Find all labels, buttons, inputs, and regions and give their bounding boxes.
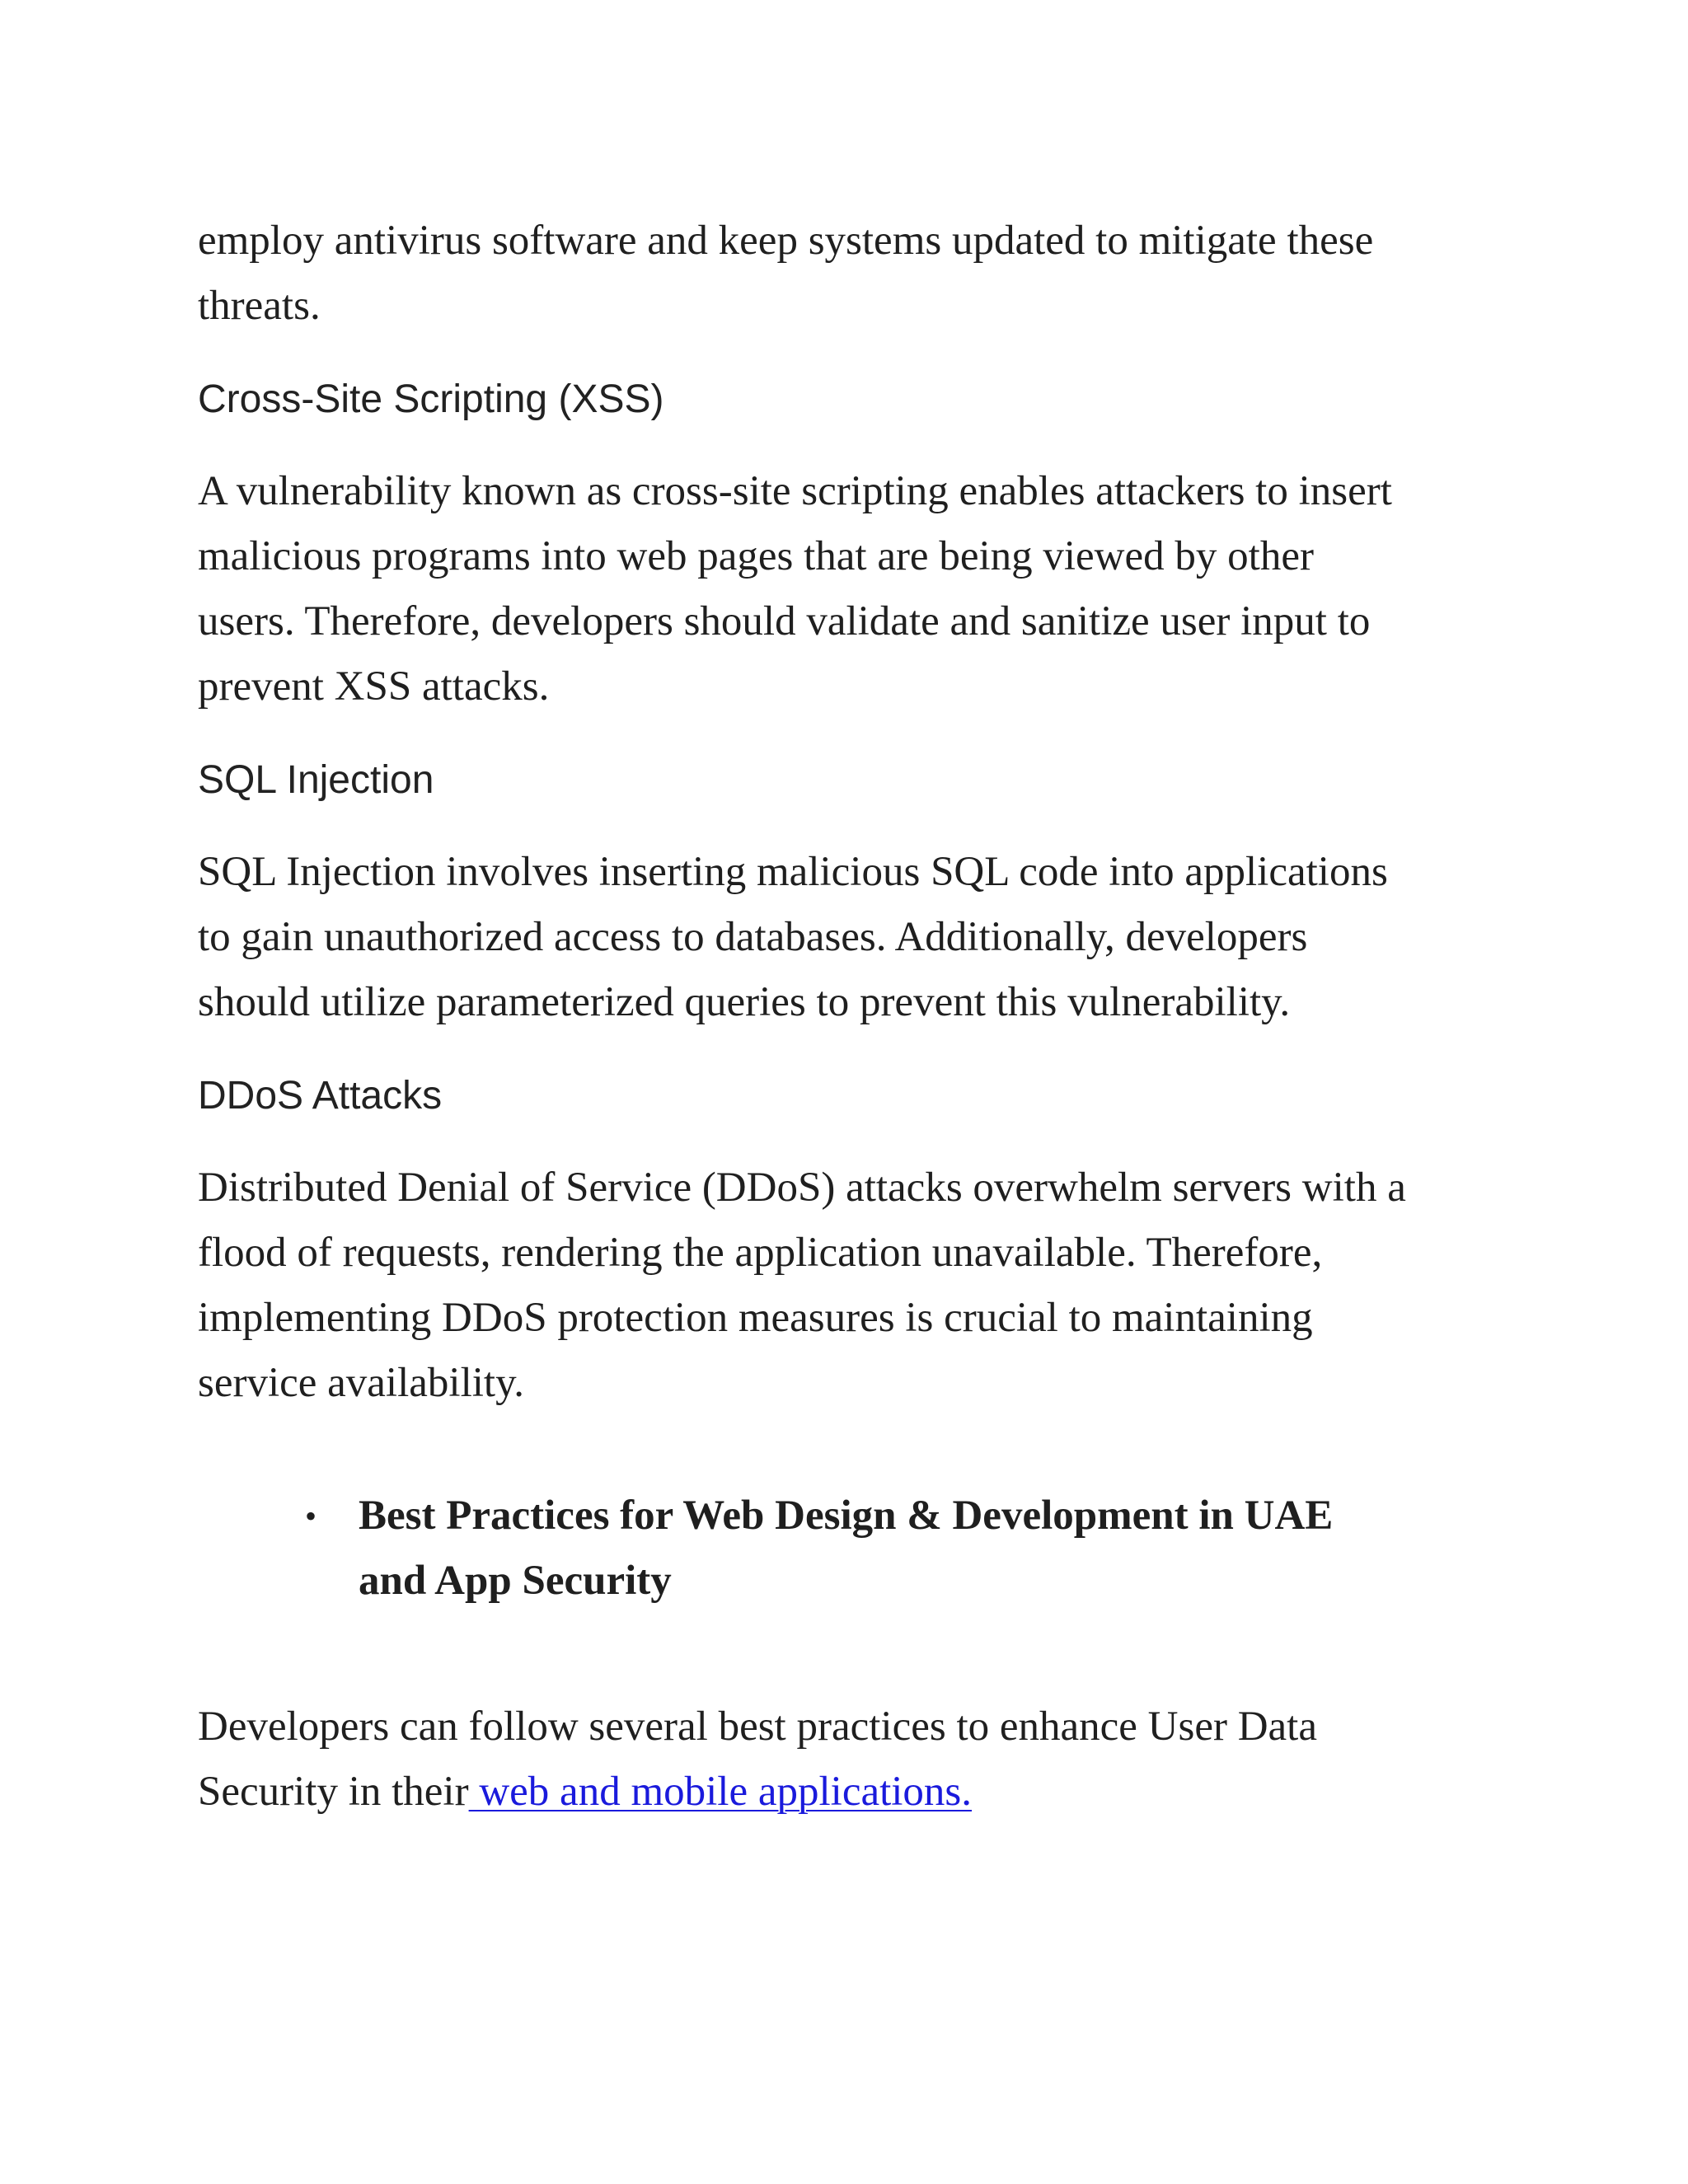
section-body-ddos: Distributed Denial of Service (DDoS) attacks overwhelm servers with a flood of requests, rendering the application unavailable. Therefore, implementing DDoS protection measures is crucial to maintaining service availability. bbox=[198, 1165, 1406, 1406]
section-heading-sql-injection: SQL Injection bbox=[198, 758, 434, 802]
web-mobile-applications-link[interactable]: web and mobile applications. bbox=[468, 1769, 973, 1815]
closing-paragraph bbox=[198, 1694, 1500, 1825]
bullet-marker: • bbox=[305, 1497, 317, 1535]
document-content bbox=[198, 209, 1500, 1825]
bullet-list-item bbox=[305, 1483, 1500, 1614]
section-body-sql-injection: SQL Injection involves inserting malicious SQL code into applications to gain unauthorized access to databases. Additionally, developers should utilize parameterized queries to prevent this vulnerability. bbox=[198, 849, 1388, 1025]
intro-paragraph: employ antivirus software and keep systems updated to mitigate these threats. bbox=[198, 218, 1374, 329]
section-heading-ddos: DDoS Attacks bbox=[198, 1074, 443, 1118]
section-heading-xss: Cross-Site Scripting (XSS) bbox=[198, 377, 664, 421]
section-body-xss: A vulnerability known as cross-site scripting enables attackers to insert malicious programs into web pages that are being viewed by other users. Therefore, developers should validate and sanitize user input to prevent XSS attacks. bbox=[198, 468, 1392, 710]
bullet-heading: Best Practices for Web Design & Development in UAE and App Security bbox=[359, 1493, 1334, 1604]
closing-text: Developers can follow several best practices to enhance User Data Security in their bbox=[198, 1704, 1317, 1815]
